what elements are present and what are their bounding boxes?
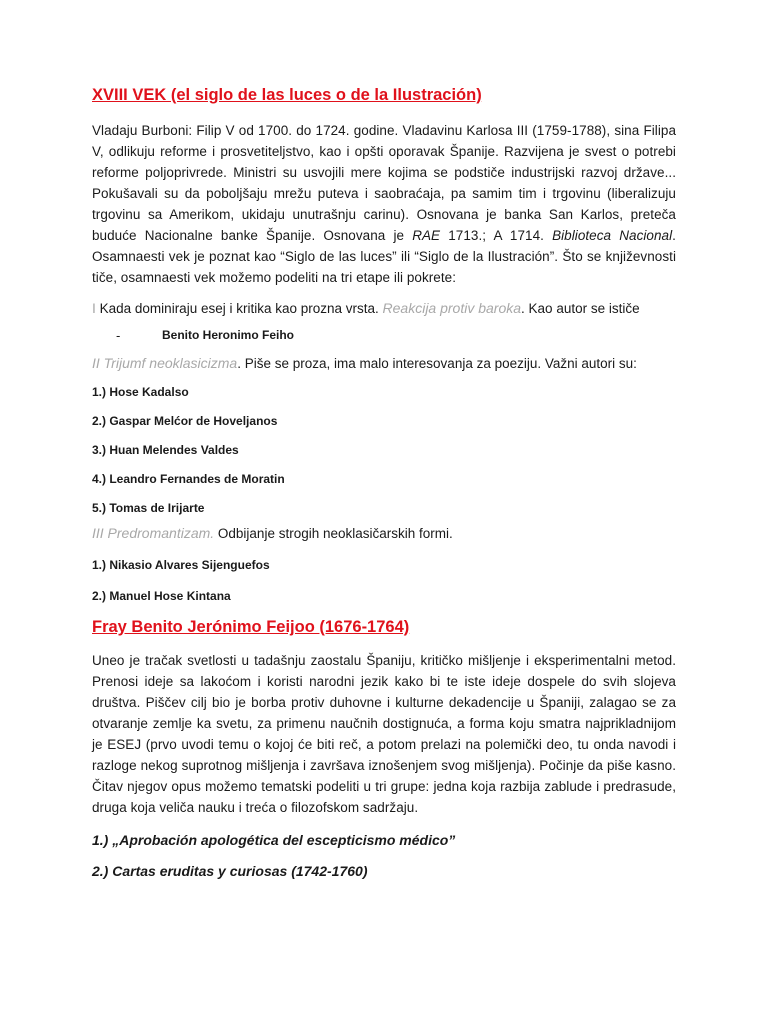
section-heading-feijoo: Fray Benito Jerónimo Feijoo (1676-1764): [92, 618, 410, 636]
document-content: [92, 84, 676, 881]
stage-2-text: . Piše se proza, ima malo interesovanja za poeziju. Važni autori su:: [237, 356, 637, 371]
stage-3: [92, 523, 676, 544]
works-list: [92, 830, 676, 881]
stage-1-highlight: Reakcija protiv baroka: [382, 300, 522, 316]
author-list-item: 1.) Nikasio Alvares Sijenguefos: [92, 558, 270, 572]
author-list-item: 4.) Leandro Fernandes de Moratin: [92, 472, 285, 486]
author-list-item: 2.) Manuel Hose Kintana: [92, 589, 231, 603]
intro-paragraph: [92, 120, 676, 288]
intro-text-2: 1713.; A 1714.: [440, 228, 553, 243]
stage-1: [92, 298, 676, 319]
stage-1-text-1: Kada dominiraju esej i kritika kao prozna vrsta.: [95, 301, 383, 316]
stage-1-author-item: [92, 326, 676, 344]
stage-3-text: Odbijanje strogih neoklasičarskih formi.: [214, 526, 453, 541]
stage-1-text-2: . Kao autor se ističe: [521, 301, 640, 316]
intro-biblioteca: Biblioteca Nacional: [552, 228, 673, 243]
work-item: 1.) „Aprobación apologética del escepticismo médico”: [92, 832, 456, 848]
stage-2-author-list: [92, 383, 676, 517]
author-list-item: 5.) Tomas de Irijarte: [92, 501, 205, 515]
stage-2-highlight: II Trijumf neoklasicizma: [92, 355, 238, 371]
feijoo-paragraph: Uneo je tračak svetlosti u tadašnju zaostalu Španiju, kritičko mišljenje i eksperimentalni metod. Prenosi ideje sa lakoćom i koristi narodni jezik kako bi te iste ideje dospele do svih slojeva društva. Piščev cilj bio je borba protiv duhovne i kulturne dekadencije u Španiji, zalagao se za otvaranje zemlje ka svetu, za primenu naučnih dostignuća, a forma koju smatra najprikladnijom je ESEJ (prvo uvodi temu o kojoj će biti reč, a potom prelazi na polemički deo, tu onda navodi i razloge nekog suprotnog mišljenja i završava iznošenjem svog mišljenja). Počinje da piše kasno. Čitav njegov opus možemo tematski podeliti u tri grupe: jedna koja razbija zablude i predrasude, druga koja veliča nauku i treća o filozofskom sadržaju.: [92, 653, 676, 815]
work-item: 2.) Cartas eruditas y curiosas (1742-1760): [92, 863, 368, 879]
stage-1-numeral: I: [92, 300, 96, 316]
list-dash: -: [116, 327, 121, 343]
section-heading-xviii-century: XVIII VEK (el siglo de las luces o de la Ilustración): [92, 86, 482, 104]
stage-1-author-name: Benito Heronimo Feiho: [162, 328, 294, 342]
stage-3-author-list: [92, 556, 676, 605]
intro-text-3: . Osamnaesti vek je poznat kao “Siglo de las luces” ili “Siglo de la Ilustración”. Što se književnosti tiče, osamnaesti vek možemo podeliti na tri etape ili pokrete:: [92, 228, 676, 285]
author-list-item: 1.) Hose Kadalso: [92, 385, 189, 399]
intro-text-1: Vladaju Burboni: Filip V od 1700. do 1724. godine. Vladavinu Karlosa III (1759-1788), sina Filipa V, odlikuju reforme i prosvetiteljstvo, kao i opšti oporavak Španije. Razvijena je svest o potrebi reforme poljoprivrede. Ministri su usvojili mere kojima se podstiče industrijski razvoj države... Pokušavali su da poboljšaju mrežu puteva i saobraćaja, pa samim tim i trgovinu (liberalizuju trgovinu sa Amerikom, ukidaju unutrašnju carinu). Osnovana je banka San Karlos, preteča buduće Nacionalne banke Španije. Osnovana je: [92, 123, 676, 243]
stage-2: [92, 353, 676, 374]
intro-rae: RAE: [412, 228, 441, 243]
author-list-item: 2.) Gaspar Melćor de Hoveljanos: [92, 414, 278, 428]
author-list-item: 3.) Huan Melendes Valdes: [92, 443, 239, 457]
stage-3-highlight: III Predromantizam.: [92, 525, 215, 541]
